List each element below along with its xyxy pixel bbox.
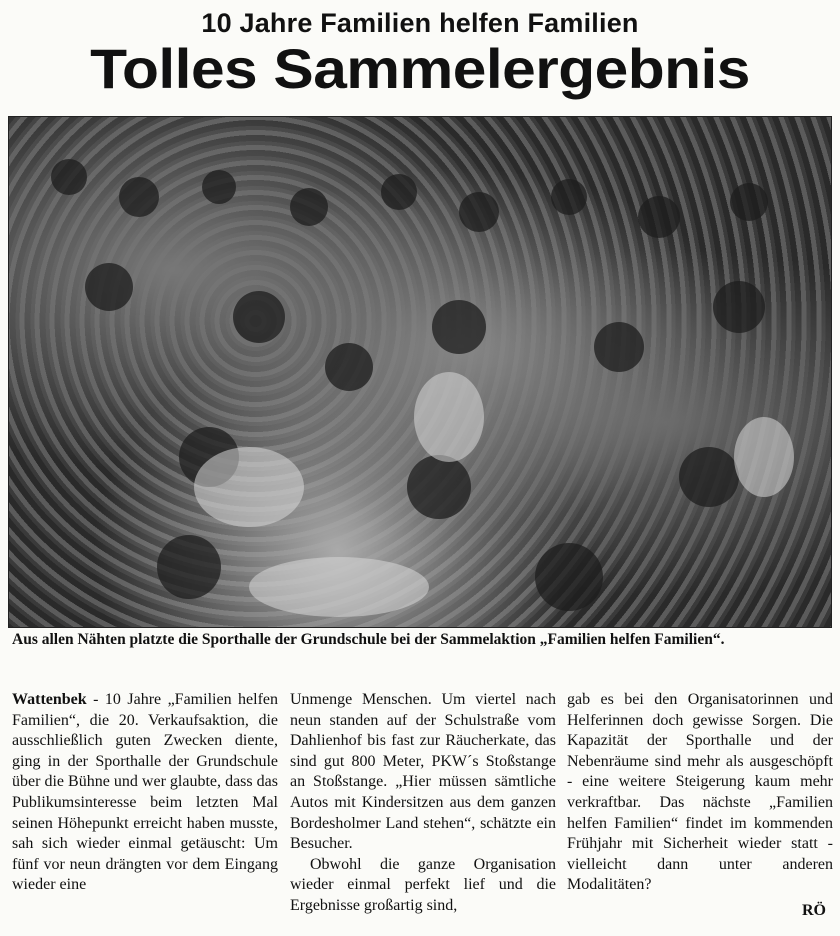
crowd-photo — [8, 116, 832, 628]
main-headline: Tolles Sammelergebnis — [90, 37, 750, 100]
paragraph: Unmenge Menschen. Um viertel nach neun standen auf der Schulstraße vom Dahlienhof bis fast zur Räucherkate, das sind gut 800 Meter, PKW´s Stoßstange an Stoßstange. „Hier müssen sämtliche Autos mit Kindersitzen aus dem ganzen Bordesholmer Land stehen“, schätzte ein Besucher. — [290, 691, 556, 853]
article-column-3 — [567, 690, 833, 896]
paragraph-text: - 10 Jahre „Familien helfen Familien“, die 20. Verkaufsaktion, die ausschließlich guten Zwecken diente, ging in der Sporthalle der Grundschule über die Bühne und wer glaubte, dass das Publikumsinteresse beim letzten Mal seinen Höhepunkt erreicht haben musste, sah sich wieder einmal getäuscht: Um fünf vor neun drängten vor dem Eingang wieder eine — [12, 691, 278, 894]
article-column-2 — [290, 690, 556, 917]
crowd-photo-illustration — [9, 117, 831, 627]
photo-caption: Aus allen Nähten platzte die Sporthalle der Grundschule bei der Sammelaktion „Familien helfen Familien“. — [12, 631, 725, 648]
kicker-headline: 10 Jahre Familien helfen Familien — [201, 8, 639, 38]
paragraph: gab es bei den Organisatorinnen und Helferinnen doch gewisse Sorgen. Die Kapazität der Sporthalle und der Nebenräume sind mehr als ausgeschöpft - eine weitere Steigerung kaum mehr verkraftbar. Das nächste „Familien helfen Familien“ findet im kommenden Frühjahr mit Sicherheit wieder statt - vielleicht dann unter anderen Modalitäten? — [567, 691, 833, 894]
paragraph — [12, 690, 278, 896]
paragraph: Obwohl die ganze Organisation wieder einmal perfekt lief und die Ergebnisse großartig sind, — [290, 855, 556, 914]
author-initials: RÖ — [802, 902, 826, 919]
dateline: Wattenbek — [12, 691, 87, 708]
article-column-1 — [12, 690, 278, 896]
